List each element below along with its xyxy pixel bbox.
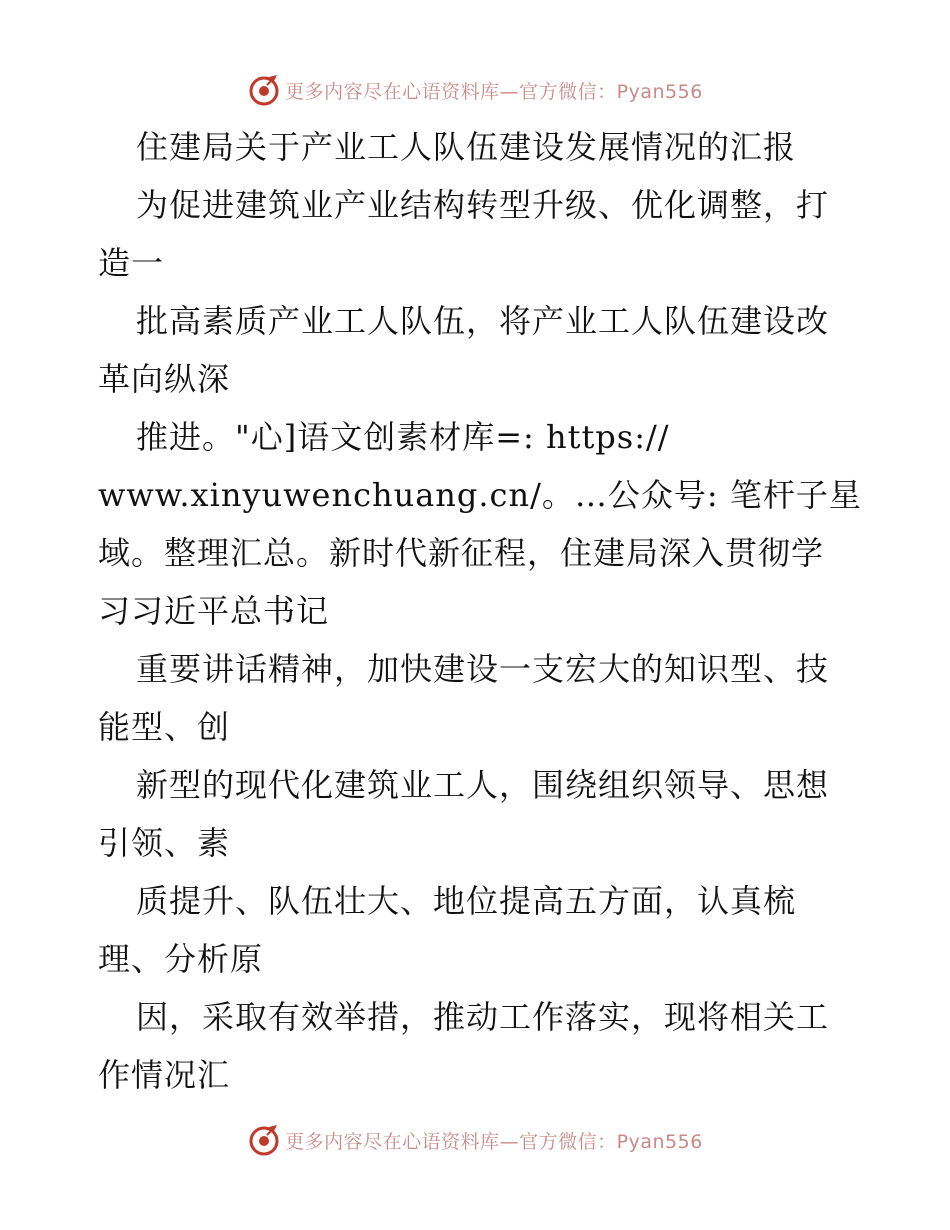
quill-seal-icon — [247, 1123, 281, 1157]
watermark-text: 更多内容尽在心语资料库—官方微信：Pyan556 — [285, 80, 703, 103]
text-line: 作情况汇 — [98, 1056, 231, 1094]
document-body — [98, 118, 862, 1104]
text-line: 批高素质产业工人队伍，将产业工人队伍建设改 — [136, 302, 830, 340]
text-line: 革向纵深 — [98, 360, 231, 398]
text-line: www.xinyuwenchuang.cn/。…公众号: 笔杆子星 — [98, 476, 862, 514]
text-line: 推进。"心]语文创素材库=: https:// — [136, 418, 670, 456]
text-line: 质提升、队伍壮大、地位提高五方面，认真梳 — [136, 882, 797, 920]
text-line: 引领、素 — [98, 824, 231, 862]
quill-seal-icon — [247, 73, 281, 107]
text-line: 理、分析原 — [98, 940, 264, 978]
footer-watermark — [0, 1120, 950, 1160]
header-watermark — [0, 70, 950, 110]
text-line: 住建局关于产业工人队伍建设发展情况的汇报 — [136, 128, 797, 166]
text-line: 为促进建筑业产业结构转型升级、优化调整，打 — [136, 186, 830, 224]
text-line: 造一 — [98, 244, 165, 282]
text-line: 能型、创 — [98, 708, 231, 746]
text-line: 域。整理汇总。新时代新征程，住建局深入贯彻学 — [98, 534, 825, 572]
watermark-text: 更多内容尽在心语资料库—官方微信：Pyan556 — [285, 1130, 703, 1153]
text-line: 习习近平总书记 — [98, 592, 330, 630]
text-line: 因，采取有效举措，推动工作落实，现将相关工 — [136, 998, 830, 1036]
text-line: 新型的现代化建筑业工人，围绕组织领导、思想 — [136, 766, 830, 804]
text-line: 重要讲话精神，加快建设一支宏大的知识型、技 — [136, 650, 830, 688]
